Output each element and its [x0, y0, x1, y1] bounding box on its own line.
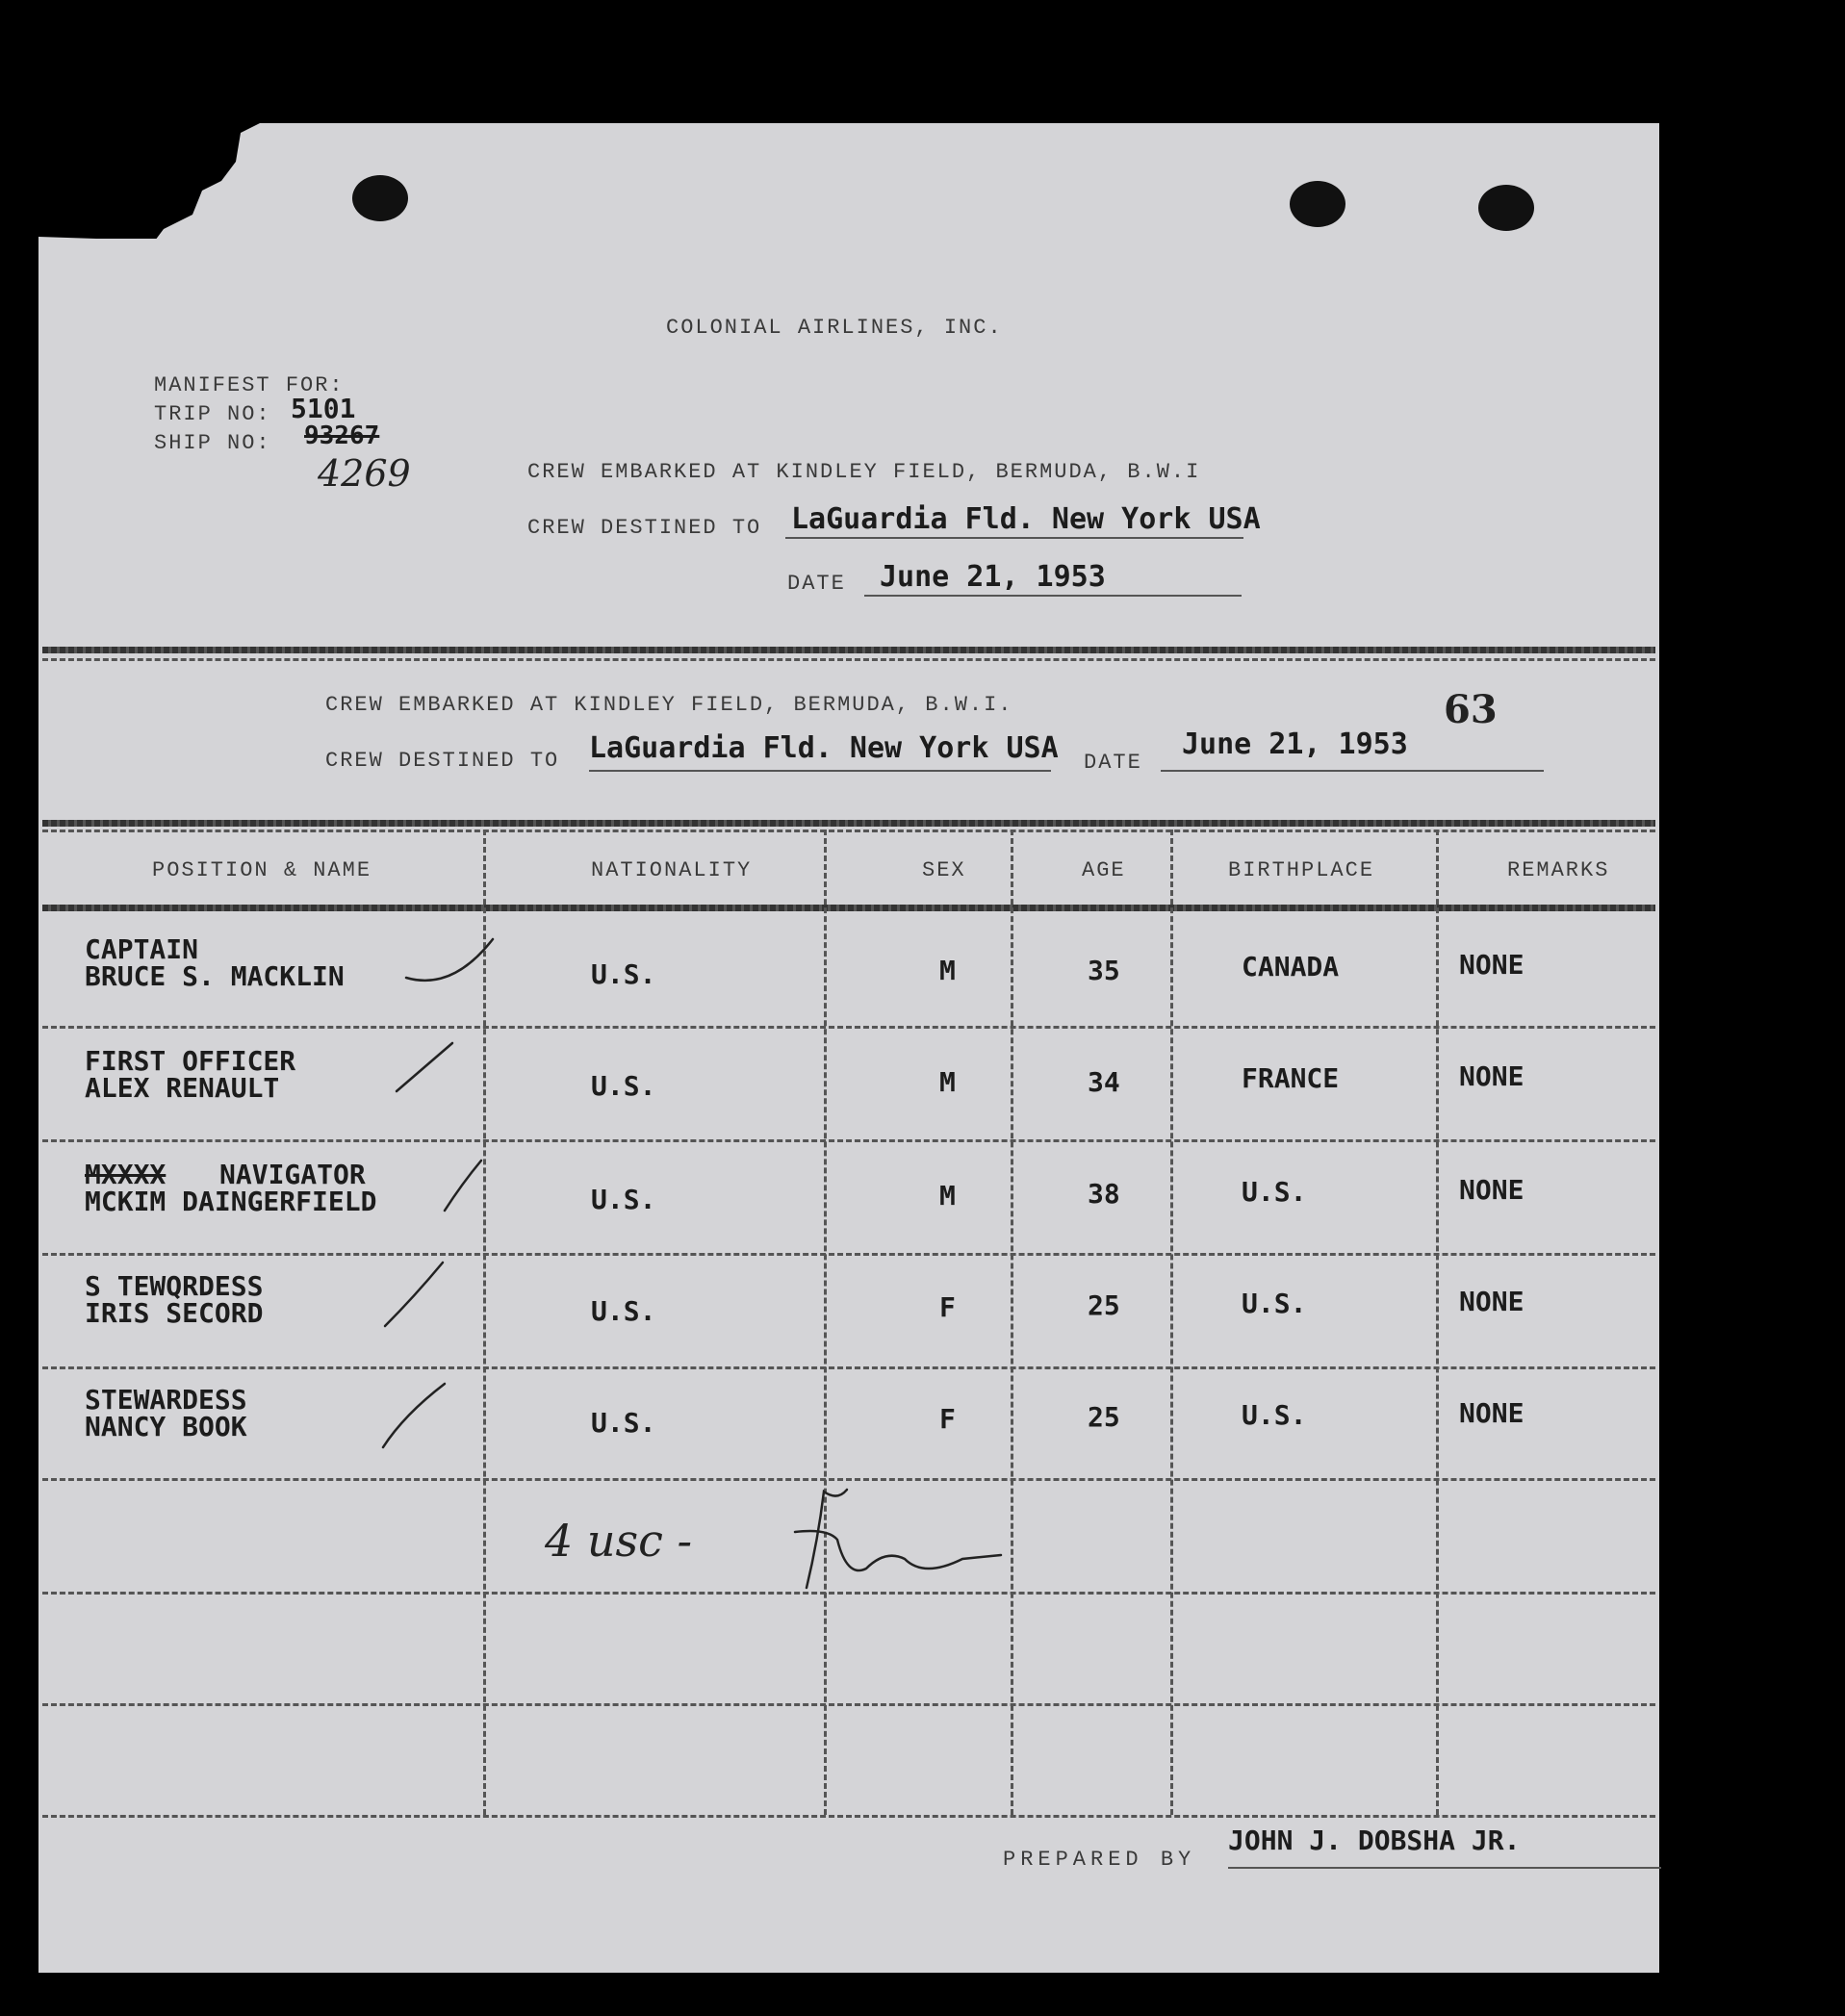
row4-birthplace: U.S. [1242, 1288, 1307, 1319]
destination-second: LaGuardia Fld. New York USA [589, 731, 1059, 765]
row5-birthplace: U.S. [1242, 1399, 1307, 1431]
header-nationality: NATIONALITY [591, 858, 753, 882]
header-birthplace: BIRTHPLACE [1228, 858, 1375, 882]
embarked-text-second: CREW EMBARKED AT KINDLEY FIELD, BERMUDA, B.W.I. [325, 693, 1013, 717]
row3-name: MCKIM DAINGERFIELD [85, 1186, 377, 1217]
row5-sex: F [939, 1403, 956, 1435]
embarked-text-top: CREW EMBARKED AT KINDLEY FIELD, BERMUDA, B.W.I [527, 460, 1201, 484]
company-name: COLONIAL AIRLINES, INC. [666, 316, 1003, 340]
handwritten-note: 4 usc - [545, 1515, 693, 1567]
manifest-label: MANIFEST FOR: [154, 373, 345, 397]
row1-birthplace: CANADA [1242, 951, 1340, 982]
destined-label-top: CREW DESTINED TO [527, 516, 762, 540]
trip-label: TRIP NO: [154, 402, 271, 426]
row4-nationality: U.S. [591, 1295, 656, 1327]
row3-position: NAVIGATOR [219, 1159, 366, 1190]
row1-remarks: NONE [1459, 949, 1525, 981]
row2-position: FIRST OFFICER [85, 1045, 296, 1077]
row1-age: 35 [1088, 955, 1120, 986]
row3-birthplace: U.S. [1242, 1176, 1307, 1208]
prepared-by: JOHN J. DOBSHA JR. [1228, 1825, 1521, 1856]
ship-number-handwritten: 4269 [318, 452, 411, 495]
ship-number-struck: 93267 [304, 421, 380, 450]
date-label-top: DATE [787, 572, 846, 596]
trip-number: 5101 [291, 393, 356, 424]
header-remarks: REMARKS [1507, 858, 1610, 882]
header-position-name: POSITION & NAME [152, 858, 372, 882]
date-label-second: DATE [1084, 751, 1142, 775]
row3-sex: M [939, 1180, 956, 1212]
row2-remarks: NONE [1459, 1060, 1525, 1092]
row3-remarks: NONE [1459, 1174, 1525, 1206]
row5-name: NANCY BOOK [85, 1411, 247, 1442]
row1-sex: M [939, 955, 956, 986]
header-age: AGE [1082, 858, 1126, 882]
date-second: June 21, 1953 [1182, 727, 1408, 761]
date-top: June 21, 1953 [880, 560, 1106, 594]
row4-name: IRIS SECORD [85, 1297, 264, 1329]
initials-scribble [795, 1490, 1001, 1588]
row5-age: 25 [1088, 1401, 1120, 1433]
row3-position-struck: MXXXX [85, 1159, 167, 1190]
page-number-handwritten: 63 [1444, 687, 1498, 732]
row2-age: 34 [1088, 1066, 1120, 1098]
row2-name: ALEX RENAULT [85, 1072, 280, 1104]
destined-label-second: CREW DESTINED TO [325, 749, 560, 773]
row1-nationality: U.S. [591, 958, 656, 990]
row4-remarks: NONE [1459, 1286, 1525, 1317]
row2-nationality: U.S. [591, 1070, 656, 1102]
prepared-label: PREPARED BY [1003, 1848, 1196, 1872]
header-sex: SEX [922, 858, 966, 882]
row2-birthplace: FRANCE [1242, 1062, 1340, 1094]
row2-sex: M [939, 1066, 956, 1098]
row5-nationality: U.S. [591, 1407, 656, 1439]
row4-sex: F [939, 1291, 956, 1323]
row5-remarks: NONE [1459, 1397, 1525, 1429]
row3-age: 38 [1088, 1178, 1120, 1210]
row4-position: S TEWQRDESS [85, 1270, 264, 1302]
row4-age: 25 [1088, 1289, 1120, 1321]
row3-nationality: U.S. [591, 1184, 656, 1215]
row1-name: BRUCE S. MACKLIN [85, 960, 345, 992]
row1-position: CAPTAIN [85, 933, 199, 965]
ship-label: SHIP NO: [154, 431, 271, 455]
row5-position: STEWARDESS [85, 1384, 247, 1416]
destination-top: LaGuardia Fld. New York USA [791, 502, 1261, 536]
prepared-underline [1228, 1867, 1661, 1869]
